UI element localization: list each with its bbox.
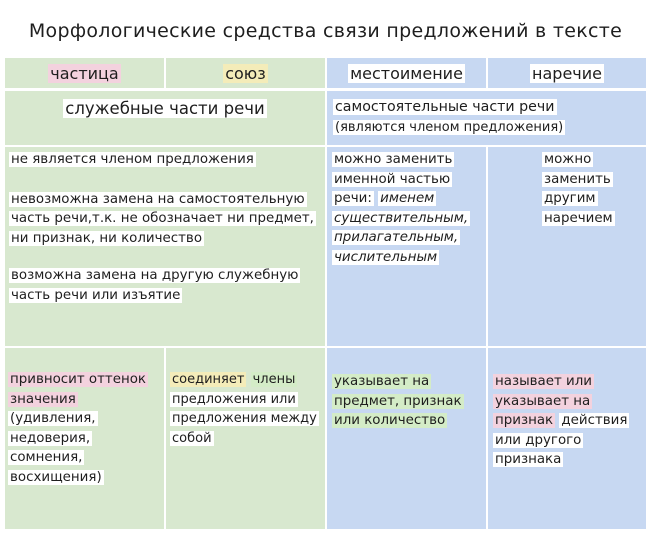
adverb-replacement-cell bbox=[488, 147, 646, 346]
conjunction-members: члены bbox=[252, 372, 296, 387]
header-pronoun: местоимение bbox=[350, 64, 463, 83]
not-sentence-member-text: не является членом предложения bbox=[11, 152, 254, 167]
service-parts-label: служебные части речи bbox=[65, 99, 265, 118]
particle-meaning-examples: (удивления, недоверия, сомнения, восхищения) bbox=[10, 411, 102, 485]
page-title: Морфологические средства связи предложений в тексте bbox=[28, 20, 623, 42]
replacement-possible-text: возможна замена на другую служебную часть речи или изъятие bbox=[11, 268, 299, 303]
conjunction-meaning-cell bbox=[166, 348, 325, 529]
adverb-meaning-text: называет или указывает на признак bbox=[495, 374, 593, 428]
header-adverb-cell bbox=[488, 58, 646, 88]
pronoun-replacement-text: можно заменить именной частью речи: bbox=[334, 152, 453, 206]
service-description-cell bbox=[5, 147, 325, 346]
header-particle: частица bbox=[50, 64, 119, 83]
conjunction-meaning-rest: предложения или предложения между собой bbox=[172, 391, 317, 446]
header-pronoun-cell bbox=[327, 58, 486, 88]
pronoun-meaning-cell bbox=[327, 348, 486, 529]
header-particle-cell bbox=[5, 58, 164, 88]
no-replacement-text: невозможна замена на самостоятельную часть речи,т.к. не обозначает ни предмет, ни признак, ни количество bbox=[11, 191, 314, 246]
adverb-meaning-cell bbox=[488, 348, 646, 529]
header-adverb: наречие bbox=[532, 64, 602, 83]
conjunction-connects: соединяет bbox=[172, 372, 245, 387]
particle-meaning-text: привносит оттенок значения bbox=[10, 372, 146, 407]
particle-meaning-cell bbox=[5, 348, 164, 529]
independent-parts-label: самостоятельные части речи bbox=[335, 99, 555, 115]
service-parts-cell bbox=[5, 91, 325, 145]
header-conjunction: союз bbox=[225, 64, 266, 83]
independent-parts-note: (являются членом предложения) bbox=[335, 120, 564, 135]
independent-parts-cell bbox=[327, 91, 646, 145]
adverb-replacement-text: можно заменить другим наречием bbox=[544, 152, 613, 226]
adverb-meaning-rest: действия или другого признака bbox=[495, 413, 628, 467]
pronoun-replacement-examples: именем существительным, прилагательным, числительным bbox=[334, 191, 469, 265]
pronoun-meaning-text: указывает на предмет, признак или количество bbox=[334, 374, 462, 428]
pronoun-replacement-cell bbox=[327, 147, 486, 346]
header-conjunction-cell bbox=[166, 58, 325, 88]
